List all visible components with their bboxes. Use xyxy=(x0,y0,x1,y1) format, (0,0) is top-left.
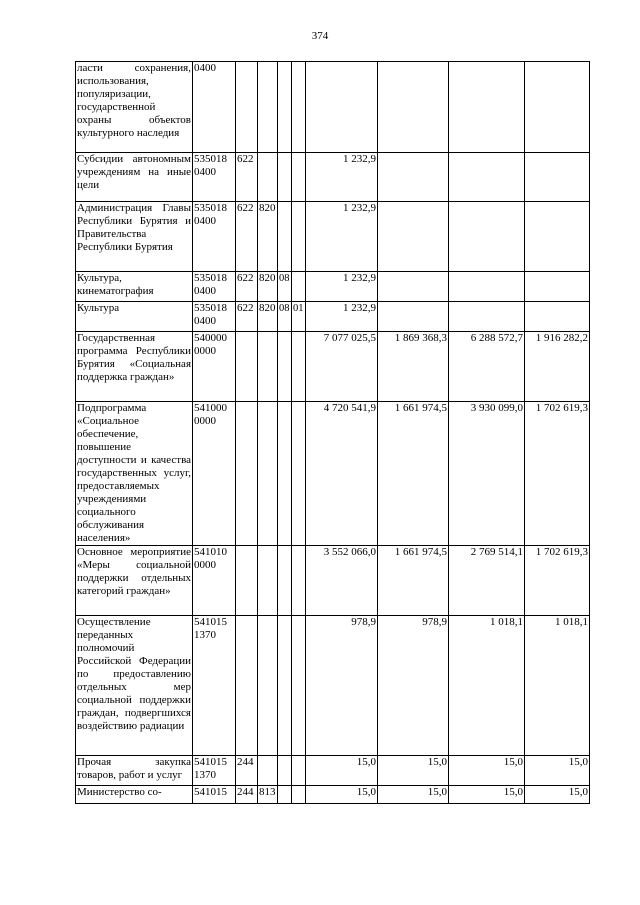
amount-col-1: 4 720 541,9 xyxy=(306,402,378,546)
row-name-cell: Осуществление переданных полномочий Российской Федерации по предоставлению отдельных мер социальной поддержки граждан, подвергшихся воздействию радиации xyxy=(76,616,193,756)
section-code xyxy=(278,402,292,546)
row-name-cell: Культура xyxy=(76,302,193,332)
table-row xyxy=(76,402,590,546)
administrator-code: 820 xyxy=(258,272,278,302)
subsection-code xyxy=(292,786,306,804)
expense-type-code: 622 xyxy=(236,153,258,202)
expense-type-code xyxy=(236,616,258,756)
section-code xyxy=(278,332,292,402)
section-code xyxy=(278,786,292,804)
table-row xyxy=(76,546,590,616)
amount-col-2 xyxy=(378,202,449,272)
target-article-code: 541015 xyxy=(193,786,236,804)
amount-col-2 xyxy=(378,62,449,153)
subsection-code xyxy=(292,62,306,153)
row-name-cell: Прочая закупка товаров, работ и услуг xyxy=(76,756,193,786)
section-code xyxy=(278,202,292,272)
subsection-code xyxy=(292,332,306,402)
row-name-cell: Подпрограмма «Социальное обеспечение, повышение доступности и качества государственных услуг, предоставляемых учреждениями социального обслуживания населения» xyxy=(77,402,191,544)
table-row xyxy=(76,332,590,402)
expense-type-code xyxy=(236,62,258,153)
section-code xyxy=(278,153,292,202)
target-article-code: 541000 0000 xyxy=(193,402,236,546)
expense-type-code: 622 xyxy=(236,202,258,272)
table-row xyxy=(76,202,590,272)
amount-col-1: 1 232,9 xyxy=(306,302,378,332)
target-article-code: 541010 0000 xyxy=(193,546,236,616)
target-article-code: 535018 0400 xyxy=(193,153,236,202)
amount-col-2 xyxy=(378,153,449,202)
administrator-code: 820 xyxy=(258,302,278,332)
amount-col-2 xyxy=(378,302,449,332)
target-article-code: 0400 xyxy=(193,62,236,153)
administrator-code: 820 xyxy=(258,202,278,272)
target-article-code: 541015 1370 xyxy=(193,616,236,756)
amount-col-1: 1 232,9 xyxy=(306,202,378,272)
amount-col-3 xyxy=(449,62,525,153)
row-name-cell: Администрация Главы Республики Бурятия и Правительства Республики Бурятия xyxy=(76,202,193,272)
section-code: 08 xyxy=(278,302,292,332)
amount-col-4 xyxy=(525,62,590,153)
amount-col-2: 15,0 xyxy=(378,786,449,804)
budget-table xyxy=(75,61,590,804)
expense-type-code: 622 xyxy=(236,272,258,302)
amount-col-1: 15,0 xyxy=(306,756,378,786)
subsection-code xyxy=(292,272,306,302)
row-name-cell: Субсидии автономным учреждениям на иные цели xyxy=(76,153,193,202)
expense-type-code: 622 xyxy=(236,302,258,332)
amount-col-4 xyxy=(525,302,590,332)
amount-col-1: 1 232,9 xyxy=(306,153,378,202)
target-article-code: 535018 0400 xyxy=(193,302,236,332)
amount-col-4: 1 702 619,3 xyxy=(525,402,590,546)
amount-col-3: 15,0 xyxy=(449,786,525,804)
expense-type-code xyxy=(236,546,258,616)
administrator-code xyxy=(258,616,278,756)
table-row xyxy=(76,302,590,332)
table-row xyxy=(76,62,590,153)
amount-col-3: 2 769 514,1 xyxy=(449,546,525,616)
amount-col-4: 1 702 619,3 xyxy=(525,546,590,616)
amount-col-4 xyxy=(525,272,590,302)
amount-col-3 xyxy=(449,302,525,332)
section-code xyxy=(278,546,292,616)
administrator-code xyxy=(258,546,278,616)
amount-col-2: 1 661 974,5 xyxy=(378,402,449,546)
amount-col-1: 15,0 xyxy=(306,786,378,804)
table-row xyxy=(76,272,590,302)
row-name-cell: Министерство со- xyxy=(76,786,193,804)
administrator-code xyxy=(258,402,278,546)
amount-col-4 xyxy=(525,153,590,202)
amount-col-4: 15,0 xyxy=(525,756,590,786)
amount-col-1: 1 232,9 xyxy=(306,272,378,302)
subsection-code xyxy=(292,202,306,272)
target-article-code: 535018 0400 xyxy=(193,202,236,272)
amount-col-2 xyxy=(378,272,449,302)
amount-col-1: 3 552 066,0 xyxy=(306,546,378,616)
amount-col-3: 6 288 572,7 xyxy=(449,332,525,402)
amount-col-4: 15,0 xyxy=(525,786,590,804)
row-name-cell: Основное мероприятие «Меры социальной поддержки отдельных категорий граждан» xyxy=(76,546,193,616)
section-code: 08 xyxy=(278,272,292,302)
page-number: 374 xyxy=(311,30,329,42)
subsection-code xyxy=(292,616,306,756)
administrator-code: 813 xyxy=(258,786,278,804)
subsection-code xyxy=(292,153,306,202)
section-code xyxy=(278,616,292,756)
subsection-code xyxy=(292,546,306,616)
subsection-code xyxy=(292,402,306,546)
row-name-cell: ласти сохранения, использования, популяризации, государственной охраны объектов культурного наследия xyxy=(76,62,193,153)
amount-col-2: 1 661 974,5 xyxy=(378,546,449,616)
administrator-code xyxy=(258,332,278,402)
expense-type-code: 244 xyxy=(236,786,258,804)
target-article-code: 540000 0000 xyxy=(193,332,236,402)
amount-col-3: 1 018,1 xyxy=(449,616,525,756)
amount-col-3: 15,0 xyxy=(449,756,525,786)
amount-col-2: 1 869 368,3 xyxy=(378,332,449,402)
expense-type-code xyxy=(236,332,258,402)
administrator-code xyxy=(258,62,278,153)
administrator-code xyxy=(258,756,278,786)
amount-col-3 xyxy=(449,153,525,202)
subsection-code: 01 xyxy=(292,302,306,332)
row-name-cell: Культура, кинематография xyxy=(76,272,193,302)
table-row xyxy=(76,153,590,202)
amount-col-3: 3 930 099,0 xyxy=(449,402,525,546)
administrator-code xyxy=(258,153,278,202)
expense-type-code: 244 xyxy=(236,756,258,786)
target-article-code: 541015 1370 xyxy=(193,756,236,786)
amount-col-2: 15,0 xyxy=(378,756,449,786)
section-code xyxy=(278,756,292,786)
table-row xyxy=(76,616,590,756)
table-row xyxy=(76,786,590,804)
amount-col-4: 1 018,1 xyxy=(525,616,590,756)
target-article-code: 535018 0400 xyxy=(193,272,236,302)
amount-col-2: 978,9 xyxy=(378,616,449,756)
subsection-code xyxy=(292,756,306,786)
row-name-cell: Государственная программа Республики Бурятия «Социальная поддержка граждан» xyxy=(76,332,193,402)
amount-col-1: 978,9 xyxy=(306,616,378,756)
section-code xyxy=(278,62,292,153)
amount-col-4 xyxy=(525,202,590,272)
amount-col-1: 7 077 025,5 xyxy=(306,332,378,402)
amount-col-3 xyxy=(449,272,525,302)
amount-col-3 xyxy=(449,202,525,272)
expense-type-code xyxy=(236,402,258,546)
table-row xyxy=(76,756,590,786)
amount-col-4: 1 916 282,2 xyxy=(525,332,590,402)
amount-col-1 xyxy=(306,62,378,153)
